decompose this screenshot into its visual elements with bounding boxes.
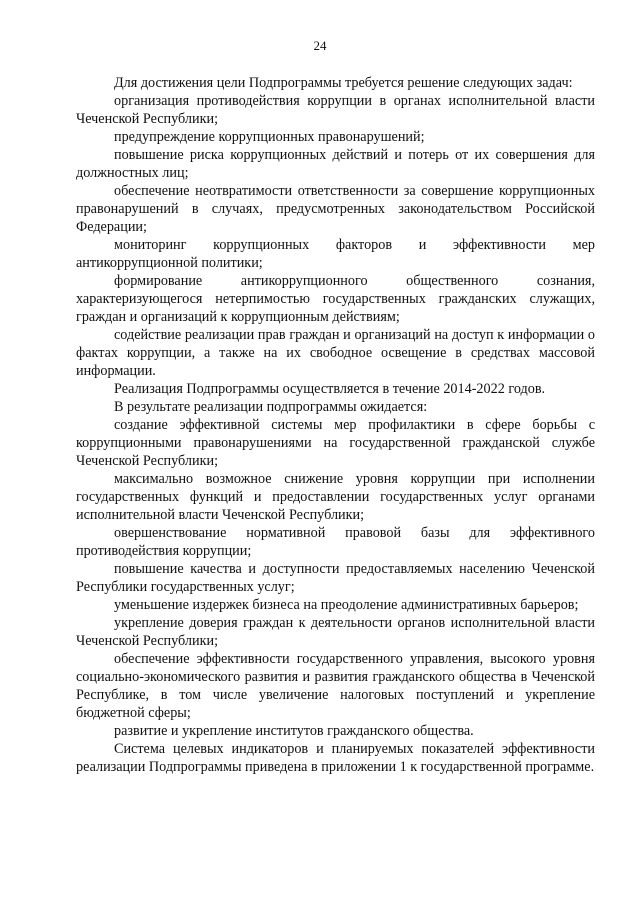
paragraph-result-3: овершенствование нормативной правовой базы для эффективного противодействия коррупции; — [76, 525, 595, 559]
paragraph-task-2: предупреждение коррупционных правонарушений; — [114, 129, 425, 145]
paragraph-result-5: уменьшение издержек бизнеса на преодоление административных барьеров; — [114, 597, 579, 613]
paragraph-expected: В результате реализации подпрограммы ожидается: — [114, 399, 428, 415]
paragraph-task-1: организация противодействия коррупции в органах исполнительной власти Чеченской Республики; — [76, 93, 595, 127]
page-number: 24 — [313, 38, 327, 53]
paragraph-period: Реализация Подпрограммы осуществляется в течение 2014-2022 годов. — [114, 381, 546, 397]
paragraph-result-7: обеспечение эффективности государственного управления, высокого уровня социально-экономического развития и развития гражданского общества в Чеченской Республике, в том числе увеличение налоговых поступлений и укрепление бюджетной сферы; — [76, 651, 595, 721]
paragraph-result-8: развитие и укрепление институтов гражданского общества. — [114, 723, 474, 739]
paragraph-indicators: Система целевых индикаторов и планируемых показателей эффективности реализации Подпрограммы приведена в приложении 1 к государственной программе. — [76, 741, 595, 775]
paragraph-task-5: мониторинг коррупционных факторов и эффективности мер антикоррупционной политики; — [76, 237, 595, 271]
paragraph-task-7: содействие реализации прав граждан и организаций на доступ к информации о фактах коррупции, а также на их свободное освещение в средствах массовой информации. — [76, 327, 595, 379]
paragraph-task-6: формирование антикоррупционного общественного сознания, характеризующегося нетерпимостью государственных гражданских служащих, граждан и организаций к коррупционным действиям; — [76, 273, 595, 325]
paragraph-task-4: обеспечение неотвратимости ответственности за совершение коррупционных правонарушений в случаях, предусмотренных законодательством Российской Федерации; — [76, 183, 595, 235]
document-body — [76, 74, 595, 776]
paragraph-result-4: повышение качества и доступности предоставляемых населению Чеченской Республики государственных услуг; — [76, 561, 595, 595]
paragraph-result-2: максимально возможное снижение уровня коррупции при исполнении государственных функций и предоставлении государственных услуг органами исполнительной власти Чеченской Республики; — [76, 471, 595, 523]
paragraph-intro: Для достижения цели Подпрограммы требуется решение следующих задач: — [114, 75, 573, 91]
paragraph-result-1: создание эффективной системы мер профилактики в сфере борьбы с коррупционными правонарушениями на государственной гражданской службе Чеченской Республики; — [76, 417, 595, 469]
paragraph-task-3: повышение риска коррупционных действий и потерь от их совершения для должностных лиц; — [76, 147, 595, 181]
paragraph-result-6: укрепление доверия граждан к деятельности органов исполнительной власти Чеченской Республики; — [76, 615, 595, 649]
